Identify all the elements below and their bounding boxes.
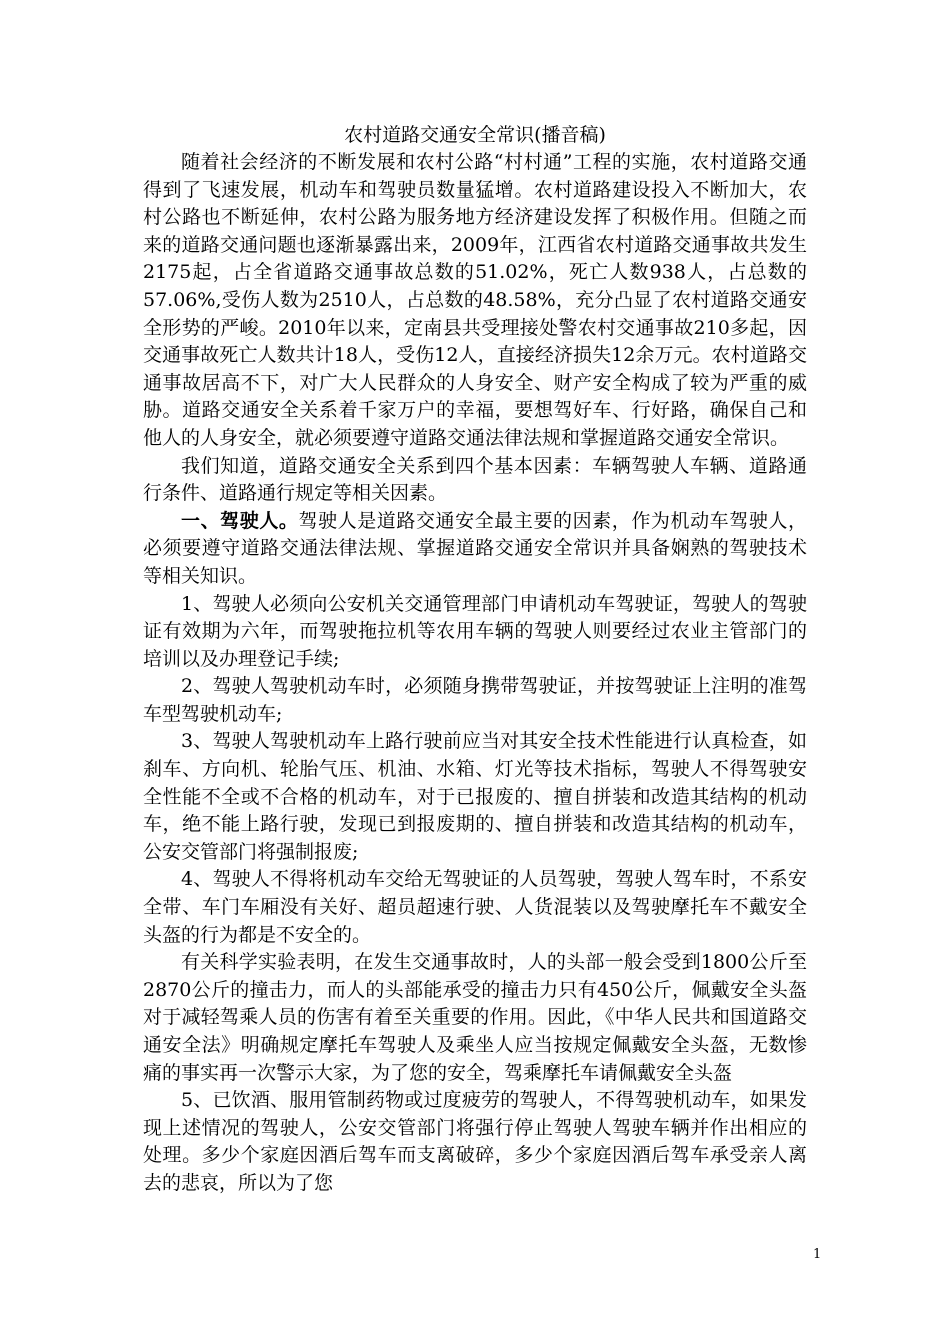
paragraph [143, 949, 807, 1087]
paragraph [143, 591, 807, 674]
paragraph-text: 2、驾驶人驾驶机动车时，必须随身携带驾驶证，并按驾驶证上注明的准驾车型驾驶机动车; [143, 675, 807, 725]
paragraph-text: 我们知道，道路交通安全关系到四个基本因素：车辆驾驶人车辆、道路通行条件、道路通行规定等相关因素。 [143, 454, 807, 505]
document-body [143, 122, 807, 1198]
document-title: 农村道路交通安全常识(播音稿) [344, 124, 606, 146]
paragraph-text: 1、驾驶人必须向公安机关交通管理部门申请机动车驾驶证，驾驶人的驾驶证有效期为六年，而驾驶拖拉机等农用车辆的驾驶人则要经过农业主管部门的培训以及办理登记手续; [143, 592, 807, 670]
paragraph [143, 149, 807, 453]
paragraph-text: 3、驾驶人驾驶机动车上路行驶前应当对其安全技术性能进行认真检查，如刹车、方向机、轮胎气压、机油、水箱、灯光等技术指标，驾驶人不得驾驶安全性能不全或不合格的机动车，对于已报废的、擅自拼装和改造其结构的机动车，绝不能上路行驶，发现已到报废期的、擅自拼装和改造其结构的机动车，公安交管部门将强制报废; [143, 730, 807, 863]
paragraph [143, 453, 807, 508]
page-number: 1 [813, 1247, 822, 1262]
paragraph [143, 728, 807, 866]
paragraph-text: 4、驾驶人不得将机动车交给无驾驶证的人员驾驶，驾驶人驾车时，不系安全带、车门车厢没有关好、超员超速行驶、人货混装以及驾驶摩托车不戴安全头盔的行为都是不安全的。 [143, 868, 807, 946]
paragraph [143, 508, 807, 591]
paragraph-text: 有关科学实验表明，在发生交通事故时，人的头部一般会受到1800公斤至2870公斤的撞击力，而人的头部能承受的撞击力只有450公斤，佩戴安全头盔对于减轻驾乘人员的伤害有着至关重要的作用。因此，《中华人民共和国道路交通安全法》明确规定摩托车驾驶人及乘坐人应当按规定佩戴安全头盔，无数惨痛的事实再一次警示大家，为了您的安全，驾乘摩托车请佩戴安全头盔 [143, 951, 807, 1084]
paragraph [143, 866, 807, 949]
paragraph-text: 随着社会经济的不断发展和农村公路“村村通”工程的实施，农村道路交通得到了飞速发展，机动车和驾驶员数量猛增。农村道路建设投入不断加大，农村公路也不断延伸，农村公路为服务地方经济建设发挥了积极作用。但随之而来的道路交通问题也逐渐暴露出来，2009年，江西省农村道路交通事故共发生2175起，占全省道路交通事故总数的51.02%，死亡人数938人，占总数的57.06%,受伤人数为2510人，占总数的48.58%，充分凸显了农村道路交通安全形势的严峻。2010年以来，定南县共受理接处警农村交通事故210多起，因交通事故死亡人数共计18人，受伤12人，直接经济损失12余万元。农村道路交通事故居高不下，对广大人民群众的人身安全、财产安全构成了较为严重的威胁。道路交通安全关系着千家万户的幸福，要想驾好车、行好路，确保自己和他人的人身安全，就必须要遵守道路交通法律法规和掌握道路交通安全常识。 [143, 151, 807, 449]
paragraph [143, 673, 807, 728]
section-heading: 一、驾驶人。 [181, 509, 299, 532]
paragraph-text: 5、已饮酒、服用管制药物或过度疲劳的驾驶人，不得驾驶机动车，如果发现上述情况的驾驶人，公安交管部门将强行停止驾驶人驾驶车辆并作出相应的处理。多少个家庭因酒后驾车而支离破碎，多少个家庭因酒后驾车承受亲人离去的悲哀，所以为了您 [143, 1089, 807, 1194]
paragraph-text: 驾驶人是道路交通安全最主要的因素，作为机动车驾驶人，必须要遵守道路交通法律法规、掌握道路交通安全常识并具备娴熟的驾驶技术等相关知识。 [143, 509, 807, 587]
paragraph [143, 1087, 807, 1197]
